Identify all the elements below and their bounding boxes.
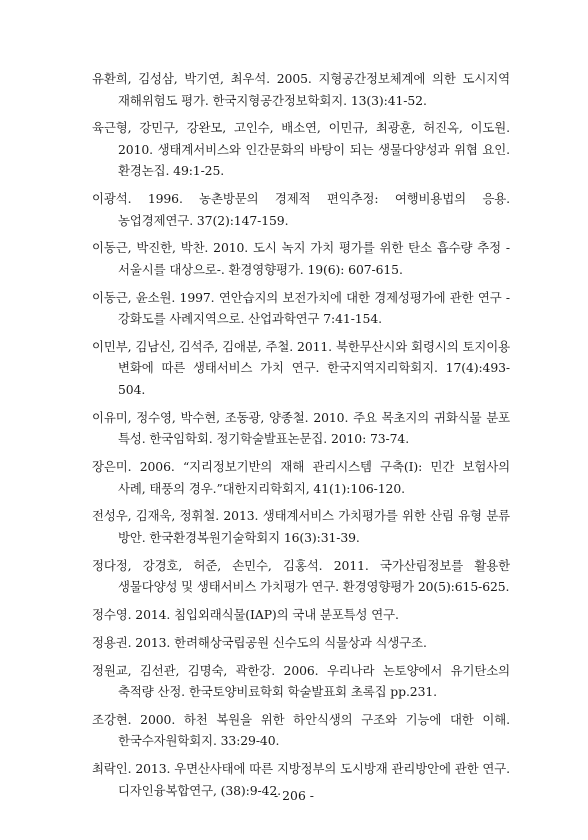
reference-entry: 이동근, 박진한, 박찬. 2010. 도시 녹지 가치 평가를 위한 탄소 흡수량 추정 -서울시를 대상으로-. 환경영향평가. 19(6): 607-615. — [92, 240, 510, 277]
reference-entry: 장은미. 2006. “지리정보기반의 재해 관리시스템 구축(I): 민간 보험사의 사례, 태풍의 경우.”대한지리학회지, 41(1):106-120. — [92, 459, 510, 496]
reference-entry: 정수영. 2014. 침입외래식물(IAP)의 국내 분포특성 연구. — [92, 606, 399, 622]
reference-entry: 이동근, 윤소원. 1997. 연안습지의 보전가치에 대한 경제성평가에 관한 연구 - 강화도를 사례지역으로. 산업과학연구 7:41-154. — [92, 289, 510, 327]
reference-entry: 전성우, 김재욱, 정휘철. 2013. 생태계서비스 가치평가를 위한 산림 유형 분류 방안. 한국환경복원기술학회지 16(3):31-39. — [92, 508, 510, 545]
reference-entry: 유환희, 김성삼, 박기연, 최우석. 2005. 지형공간정보체계에 의한 도시지역 재해위험도 평가. 한국지형공간정보학회지. 13(3):41-52. — [92, 71, 510, 108]
reference-entry: 조강현. 2000. 하천 복원을 위한 하안식생의 구조와 기능에 대한 이해. 한국수자원학회지. 33:29-40. — [92, 711, 510, 749]
reference-entry: 정용권. 2013. 한려해상국립공원 신수도의 식물상과 식생구조. — [92, 634, 427, 650]
reference-entry: 육근형, 강민구, 강완모, 고인수, 배소연, 이민규, 최광훈, 허진옥, 이도원. 2010. 생태계서비스와 인간문화의 바탕이 되는 생물다양성과 위협 요인. 환경논집. 49:1-25. — [92, 120, 510, 179]
reference-entry: 정다정, 강경호, 허준, 손민수, 김홍석. 2011. 국가산림정보를 활용한 생물다양성 및 생태서비스 가치평가 연구. 환경영향평가 20(5):615-625. — [92, 557, 510, 595]
reference-entry: 이유미, 정수영, 박수현, 조동광, 양종철. 2010. 주요 목초지의 귀화식물 분포 특성. 한국임학회. 정기학술발표논문집. 2010: 73-74. — [92, 409, 510, 447]
reference-entry: 최락인. 2013. 우면산사태에 따른 지방정부의 도시방재 관리방안에 관한 연구. 디자인융복합연구, (38):9-42. — [92, 761, 510, 798]
reference-entry: 이광석. 1996. 농촌방문의 경제적 편익추정: 여행비용법의 응용. 농업경제연구. 37(2):147-159. — [92, 191, 510, 228]
reference-entry: 정원교, 김선관, 김명숙, 곽한강. 2006. 우리나라 논토양에서 유기탄소의 축적량 산정. 한국토양비료학회 학술발표회 초록집 pp.231. — [92, 662, 510, 700]
reference-list — [92, 68, 510, 807]
page-number: - 206 - — [274, 788, 314, 803]
reference-entry: 이민부, 김남신, 김석주, 김애분, 주철. 2011. 북한무산시와 회령시의 토지이용 변화에 따른 생태서비스 가치 연구. 한국지역지리학회지. 17(4):493-504. — [92, 338, 510, 397]
